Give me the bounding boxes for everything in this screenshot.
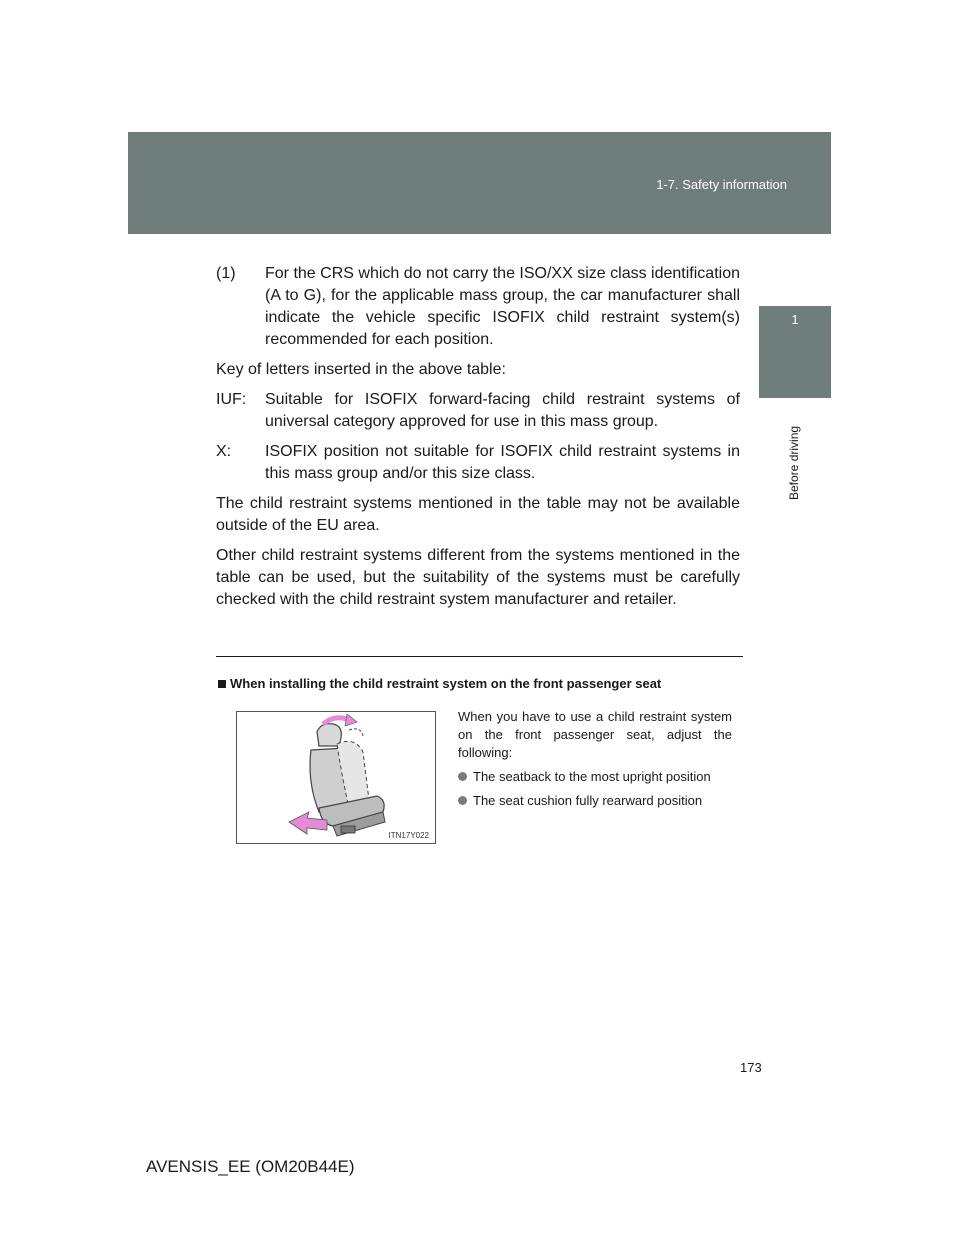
- key-intro: Key of letters inserted in the above table:: [216, 361, 506, 378]
- bullet-text: The seat cushion fully rearward position: [473, 793, 703, 808]
- footnote-1: [216, 263, 740, 351]
- figure-code: ITN17Y022: [388, 831, 429, 840]
- note-heading: [218, 676, 661, 691]
- manual-code: AVENSIS_EE (OM20B44E): [146, 1157, 355, 1176]
- key-x-text: ISOFIX position not suitable for ISOFIX child restraint systems in this mass group and/or this size class.: [265, 443, 740, 482]
- list-item: [458, 792, 732, 810]
- bullet-text: The seatback to the most upright position: [473, 769, 711, 784]
- key-iuf: [216, 389, 740, 433]
- note-text: [458, 708, 732, 816]
- chapter-label: Before driving: [787, 425, 801, 500]
- main-text: [216, 263, 740, 619]
- note-heading-text: When installing the child restraint system on the front passenger seat: [230, 676, 662, 691]
- section-divider: [216, 656, 743, 657]
- seat-illustration: [236, 711, 436, 844]
- key-x-label: X:: [216, 443, 232, 460]
- footnote-1-text: For the CRS which do not carry the ISO/XX size class identification (A to G), for the applicable mass group, the car manufacturer shall indicate the vehicle specific ISOFIX child restraint system(s) recommended for each position.: [265, 265, 740, 348]
- chapter-number: 1: [791, 312, 799, 327]
- section-title: 1-7. Safety information: [656, 177, 787, 192]
- key-iuf-text: Suitable for ISOFIX forward-facing child restraint systems of universal category approved for use in this mass group.: [265, 391, 740, 430]
- note-intro: When you have to use a child restraint system on the front passenger seat, adjust the following:: [458, 709, 732, 760]
- footnote-1-label: (1): [216, 265, 236, 282]
- header-band: [128, 132, 831, 234]
- bullet-dot-icon: [458, 772, 467, 781]
- bullet-dot-icon: [458, 796, 467, 805]
- car-seat-icon: [237, 712, 435, 843]
- square-bullet-icon: [218, 680, 226, 688]
- other-systems-paragraph: Other child restraint systems different from the systems mentioned in the table can be used, but the suitability of the systems must be carefully checked with the child restraint system manufacturer and retailer.: [216, 547, 740, 608]
- list-item: [458, 768, 732, 786]
- chapter-tab[interactable]: [759, 306, 831, 398]
- availability-paragraph: The child restraint systems mentioned in the table may not be available outside of the EU area.: [216, 495, 740, 534]
- key-iuf-label: IUF:: [216, 391, 247, 408]
- key-x: [216, 441, 740, 485]
- page-number: 173: [740, 1060, 762, 1075]
